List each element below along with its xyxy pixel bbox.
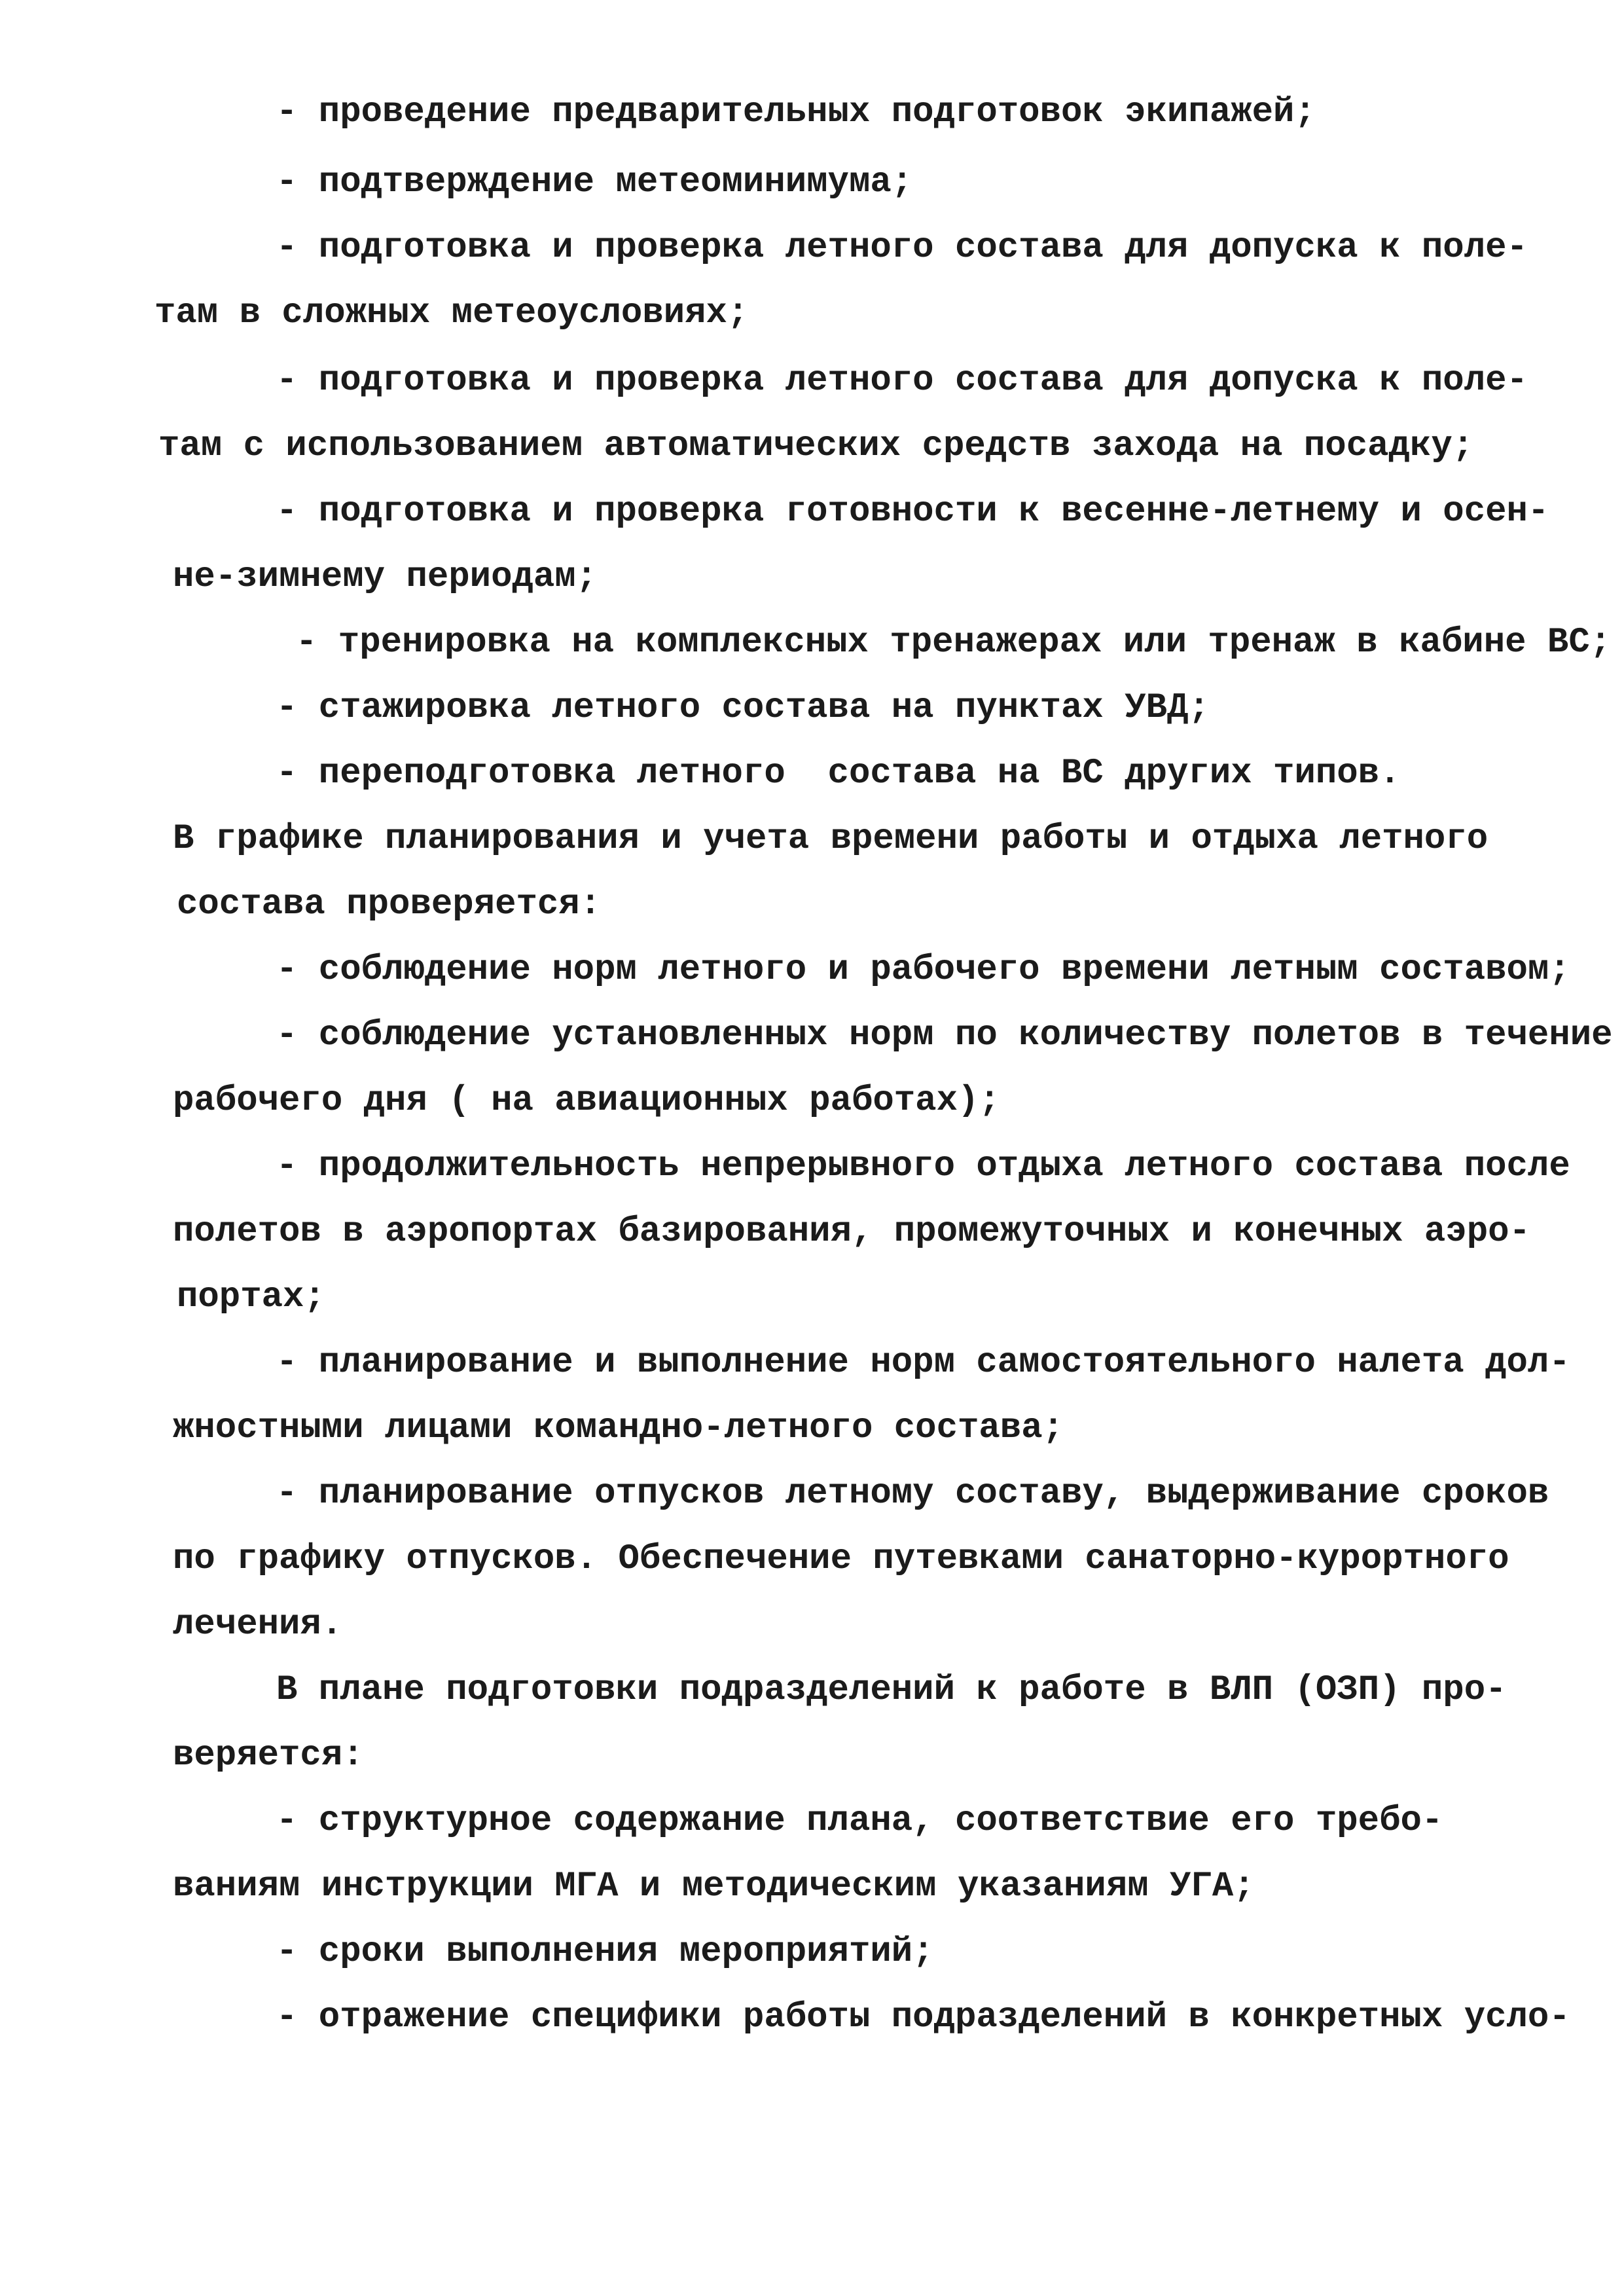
- text-line: - структурное содержание плана, соответствие его требо-: [276, 1801, 1443, 1841]
- text-line: рабочего дня ( на авиационных работах);: [173, 1081, 1000, 1121]
- text-line: - соблюдение установленных норм по количеству полетов в течение: [276, 1015, 1613, 1055]
- text-line: веряется:: [173, 1736, 364, 1776]
- text-line: - подтверждение метеоминимума;: [276, 162, 913, 202]
- text-line: не-зимнему периодам;: [173, 557, 598, 597]
- text-line: - проведение предварительных подготовок экипажей;: [276, 92, 1316, 132]
- text-line: - подготовка и проверка летного состава для допуска к поле-: [276, 228, 1528, 268]
- text-line: лечения.: [173, 1605, 343, 1645]
- text-line: - соблюдение норм летного и рабочего времени летным составом;: [276, 950, 1570, 990]
- text-line: - сроки выполнения мероприятий;: [276, 1932, 934, 1972]
- text-line: жностными лицами командно-летного состава;: [173, 1408, 1064, 1448]
- text-line: - стажировка летного состава на пунктах УВД;: [276, 688, 1210, 728]
- text-line: - тренировка на комплексных тренажерах или тренаж в кабине ВС;: [296, 623, 1612, 663]
- text-line: состава проверяется:: [177, 884, 602, 924]
- text-line: там с использованием автоматических средств захода на посадку;: [158, 426, 1474, 466]
- text-line: - подготовка и проверка готовности к весенне-летнему и осен-: [276, 492, 1549, 532]
- text-line: - планирование отпусков летному составу, выдерживание сроков: [276, 1474, 1549, 1514]
- text-line: ваниям инструкции МГА и методическим указаниям УГА;: [173, 1867, 1255, 1906]
- text-line: В графике планирования и учета времени работы и отдыха летного: [173, 819, 1489, 859]
- text-line: - переподготовка летного состава на ВС других типов.: [276, 754, 1401, 793]
- text-line: там в сложных метеоусловиях;: [154, 293, 749, 333]
- text-line: - планирование и выполнение норм самостоятельного налета дол-: [276, 1343, 1570, 1383]
- text-line: полетов в аэропортах базирования, промежуточных и конечных аэро-: [173, 1212, 1530, 1252]
- text-line: - подготовка и проверка летного состава для допуска к поле-: [276, 361, 1528, 401]
- text-line: В плане подготовки подразделений к работе в ВЛП (ОЗП) про-: [276, 1670, 1507, 1710]
- text-line: - отражение специфики работы подразделений в конкретных усло-: [276, 1997, 1570, 2037]
- text-line: - продолжительность непрерывного отдыха летного состава после: [276, 1146, 1570, 1186]
- text-line: по графику отпусков. Обеспечение путевками санаторно-курортного: [173, 1539, 1509, 1579]
- text-line: портах;: [177, 1277, 325, 1317]
